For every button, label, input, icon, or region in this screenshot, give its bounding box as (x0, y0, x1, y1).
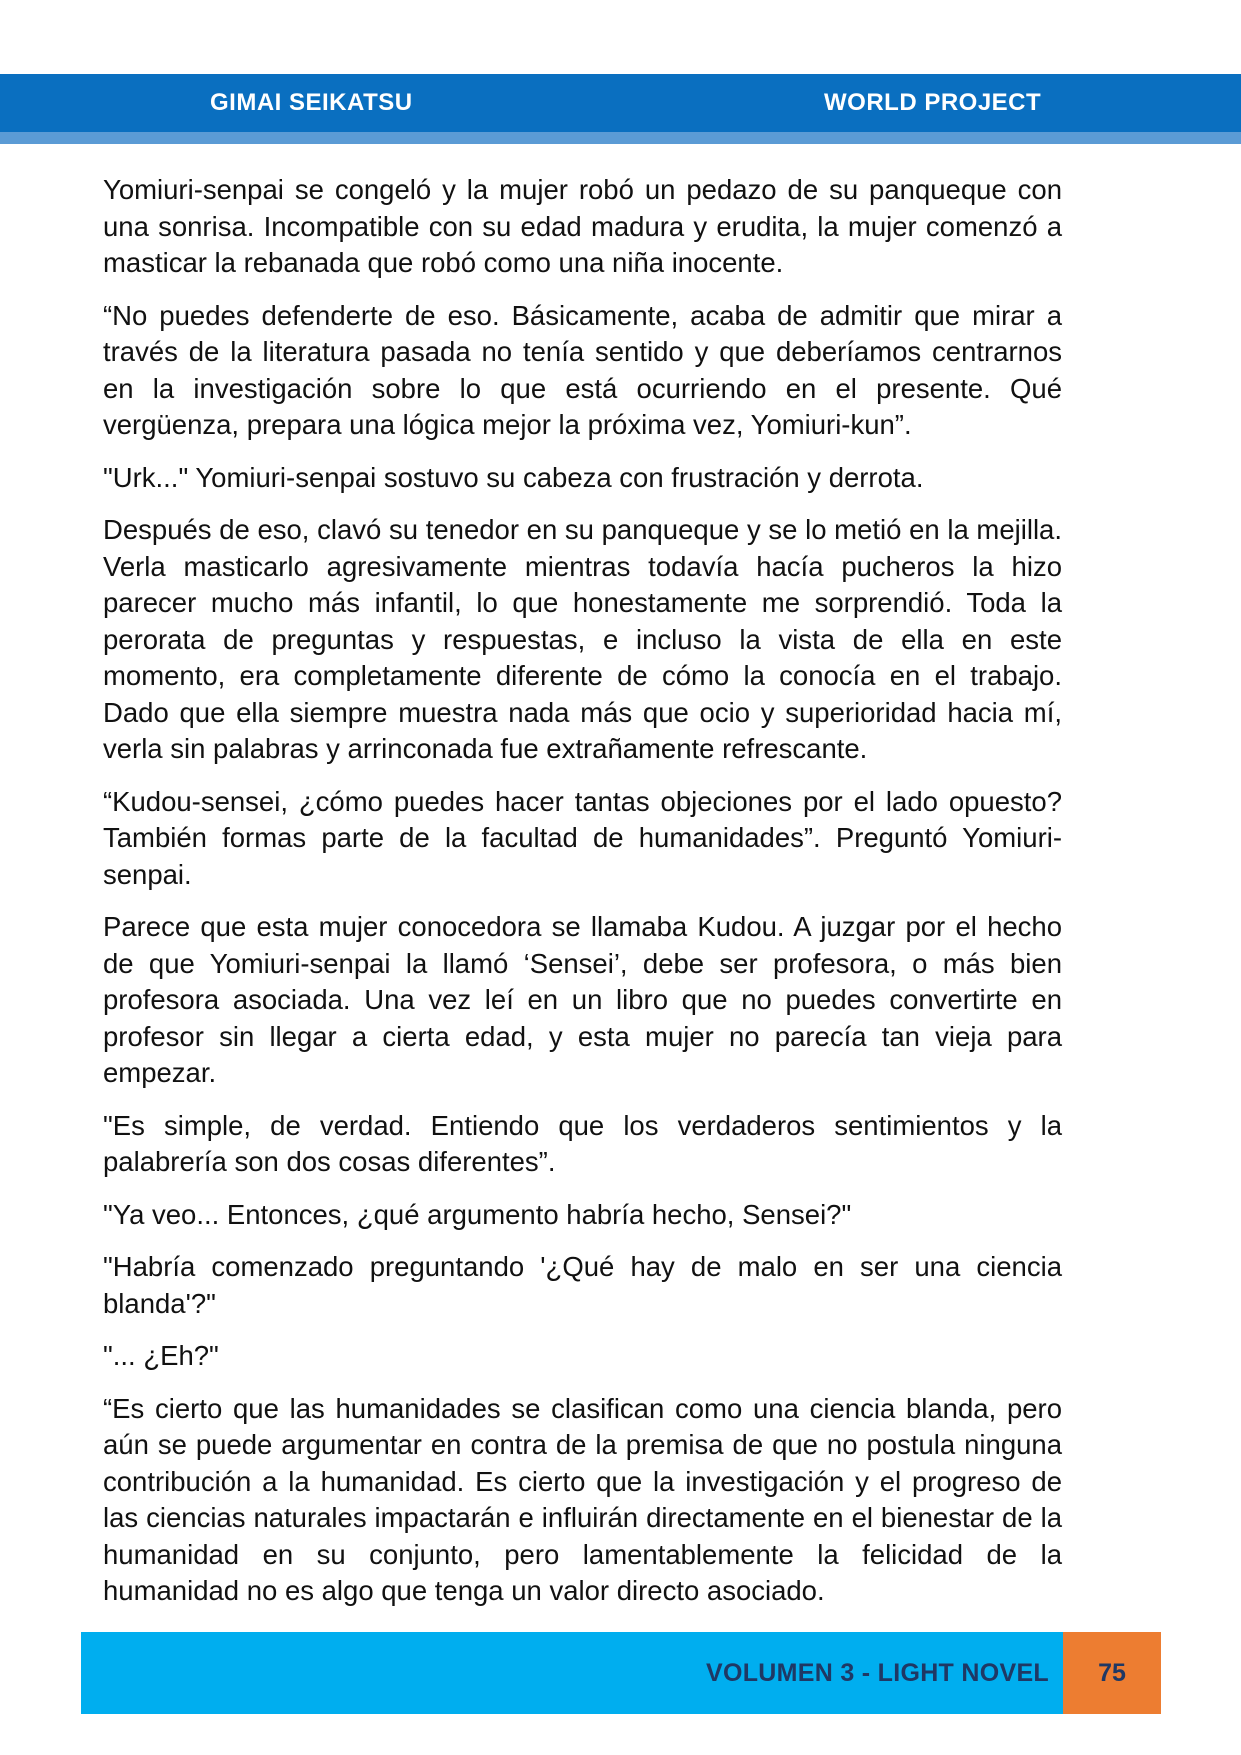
page-body (103, 172, 1062, 1626)
paragraph: Yomiuri-senpai se congeló y la mujer robó un pedazo de su panqueque con una sonrisa. Incompatible con su edad madura y erudita, la mujer comenzó a masticar la rebanada que robó como una niña inocente. (103, 174, 1062, 278)
paragraph: "... ¿Eh?" (103, 1340, 219, 1371)
header-project-title: WORLD PROJECT (824, 89, 1042, 116)
paragraph: Después de eso, clavó su tenedor en su panqueque y se lo metió en la mejilla. Verla masticarlo agresivamente mientras todavía hacía pucheros la hizo parecer mucho más infantil, lo que honestamente me sorprendió. Toda la perorata de preguntas y respuestas, e incluso la vista de ella en este momento, era completamente diferente de cómo la conocía en el trabajo. Dado que ella siempre muestra nada más que ocio y superioridad hacia mí, verla sin palabras y arrinconada fue extrañamente refrescante. (103, 514, 1062, 764)
paragraph: "Habría comenzado preguntando '¿Qué hay de malo en ser una ciencia blanda'?" (103, 1251, 1062, 1319)
footer-volume-label: VOLUMEN 3 - LIGHT NOVEL (705, 1659, 1049, 1687)
paragraph: "Urk..." Yomiuri-senpai sostuvo su cabeza con frustración y derrota. (103, 461, 924, 493)
paragraph: "Ya veo... Entonces, ¿qué argumento habría hecho, Sensei?" (103, 1198, 852, 1230)
header-bar (0, 74, 1241, 132)
paragraph: “Es cierto que las humanidades se clasifican como una ciencia blanda, pero aún se puede argumentar en contra de la premisa de que no postula ninguna contribución a la humanidad. Es cierto que la investigación y el progreso de las ciencias naturales impactarán e influirán directamente en el bienestar de la humanidad en su conjunto, pero lamentablemente la felicidad de la humanidad no es algo que tenga un valor directo asociado. (103, 1392, 1062, 1606)
paragraph: "Es simple, de verdad. Entiendo que los verdaderos sentimientos y la palabrería son dos cosas diferentes”. (103, 1109, 1062, 1177)
header-series-title: GIMAI SEIKATSU (210, 89, 413, 116)
paragraph: Parece que esta mujer conocedora se llamaba Kudou. A juzgar por el hecho de que Yomiuri-senpai la llamó ‘Sensei’, debe ser profesora, o más bien profesora asociada. Una vez leí en un libro que no puedes convertirte en profesor sin llegar a cierta edad, y esta mujer no parecía tan vieja para empezar. (103, 911, 1062, 1088)
header-stripe (0, 132, 1241, 144)
paragraph: “Kudou-sensei, ¿cómo puedes hacer tantas objeciones por el lado opuesto? También formas parte de la facultad de humanidades”. Preguntó Yomiuri-senpai. (103, 785, 1062, 890)
page-number: 75 (1098, 1659, 1126, 1687)
paragraph: “No puedes defenderte de eso. Básicamente, acaba de admitir que mirar a través de la literatura pasada no tenía sentido y que deberíamos centrarnos en la investigación sobre lo que está ocurriendo en el presente. Qué vergüenza, prepara una lógica mejor la próxima vez, Yomiuri-kun”. (103, 299, 1062, 440)
